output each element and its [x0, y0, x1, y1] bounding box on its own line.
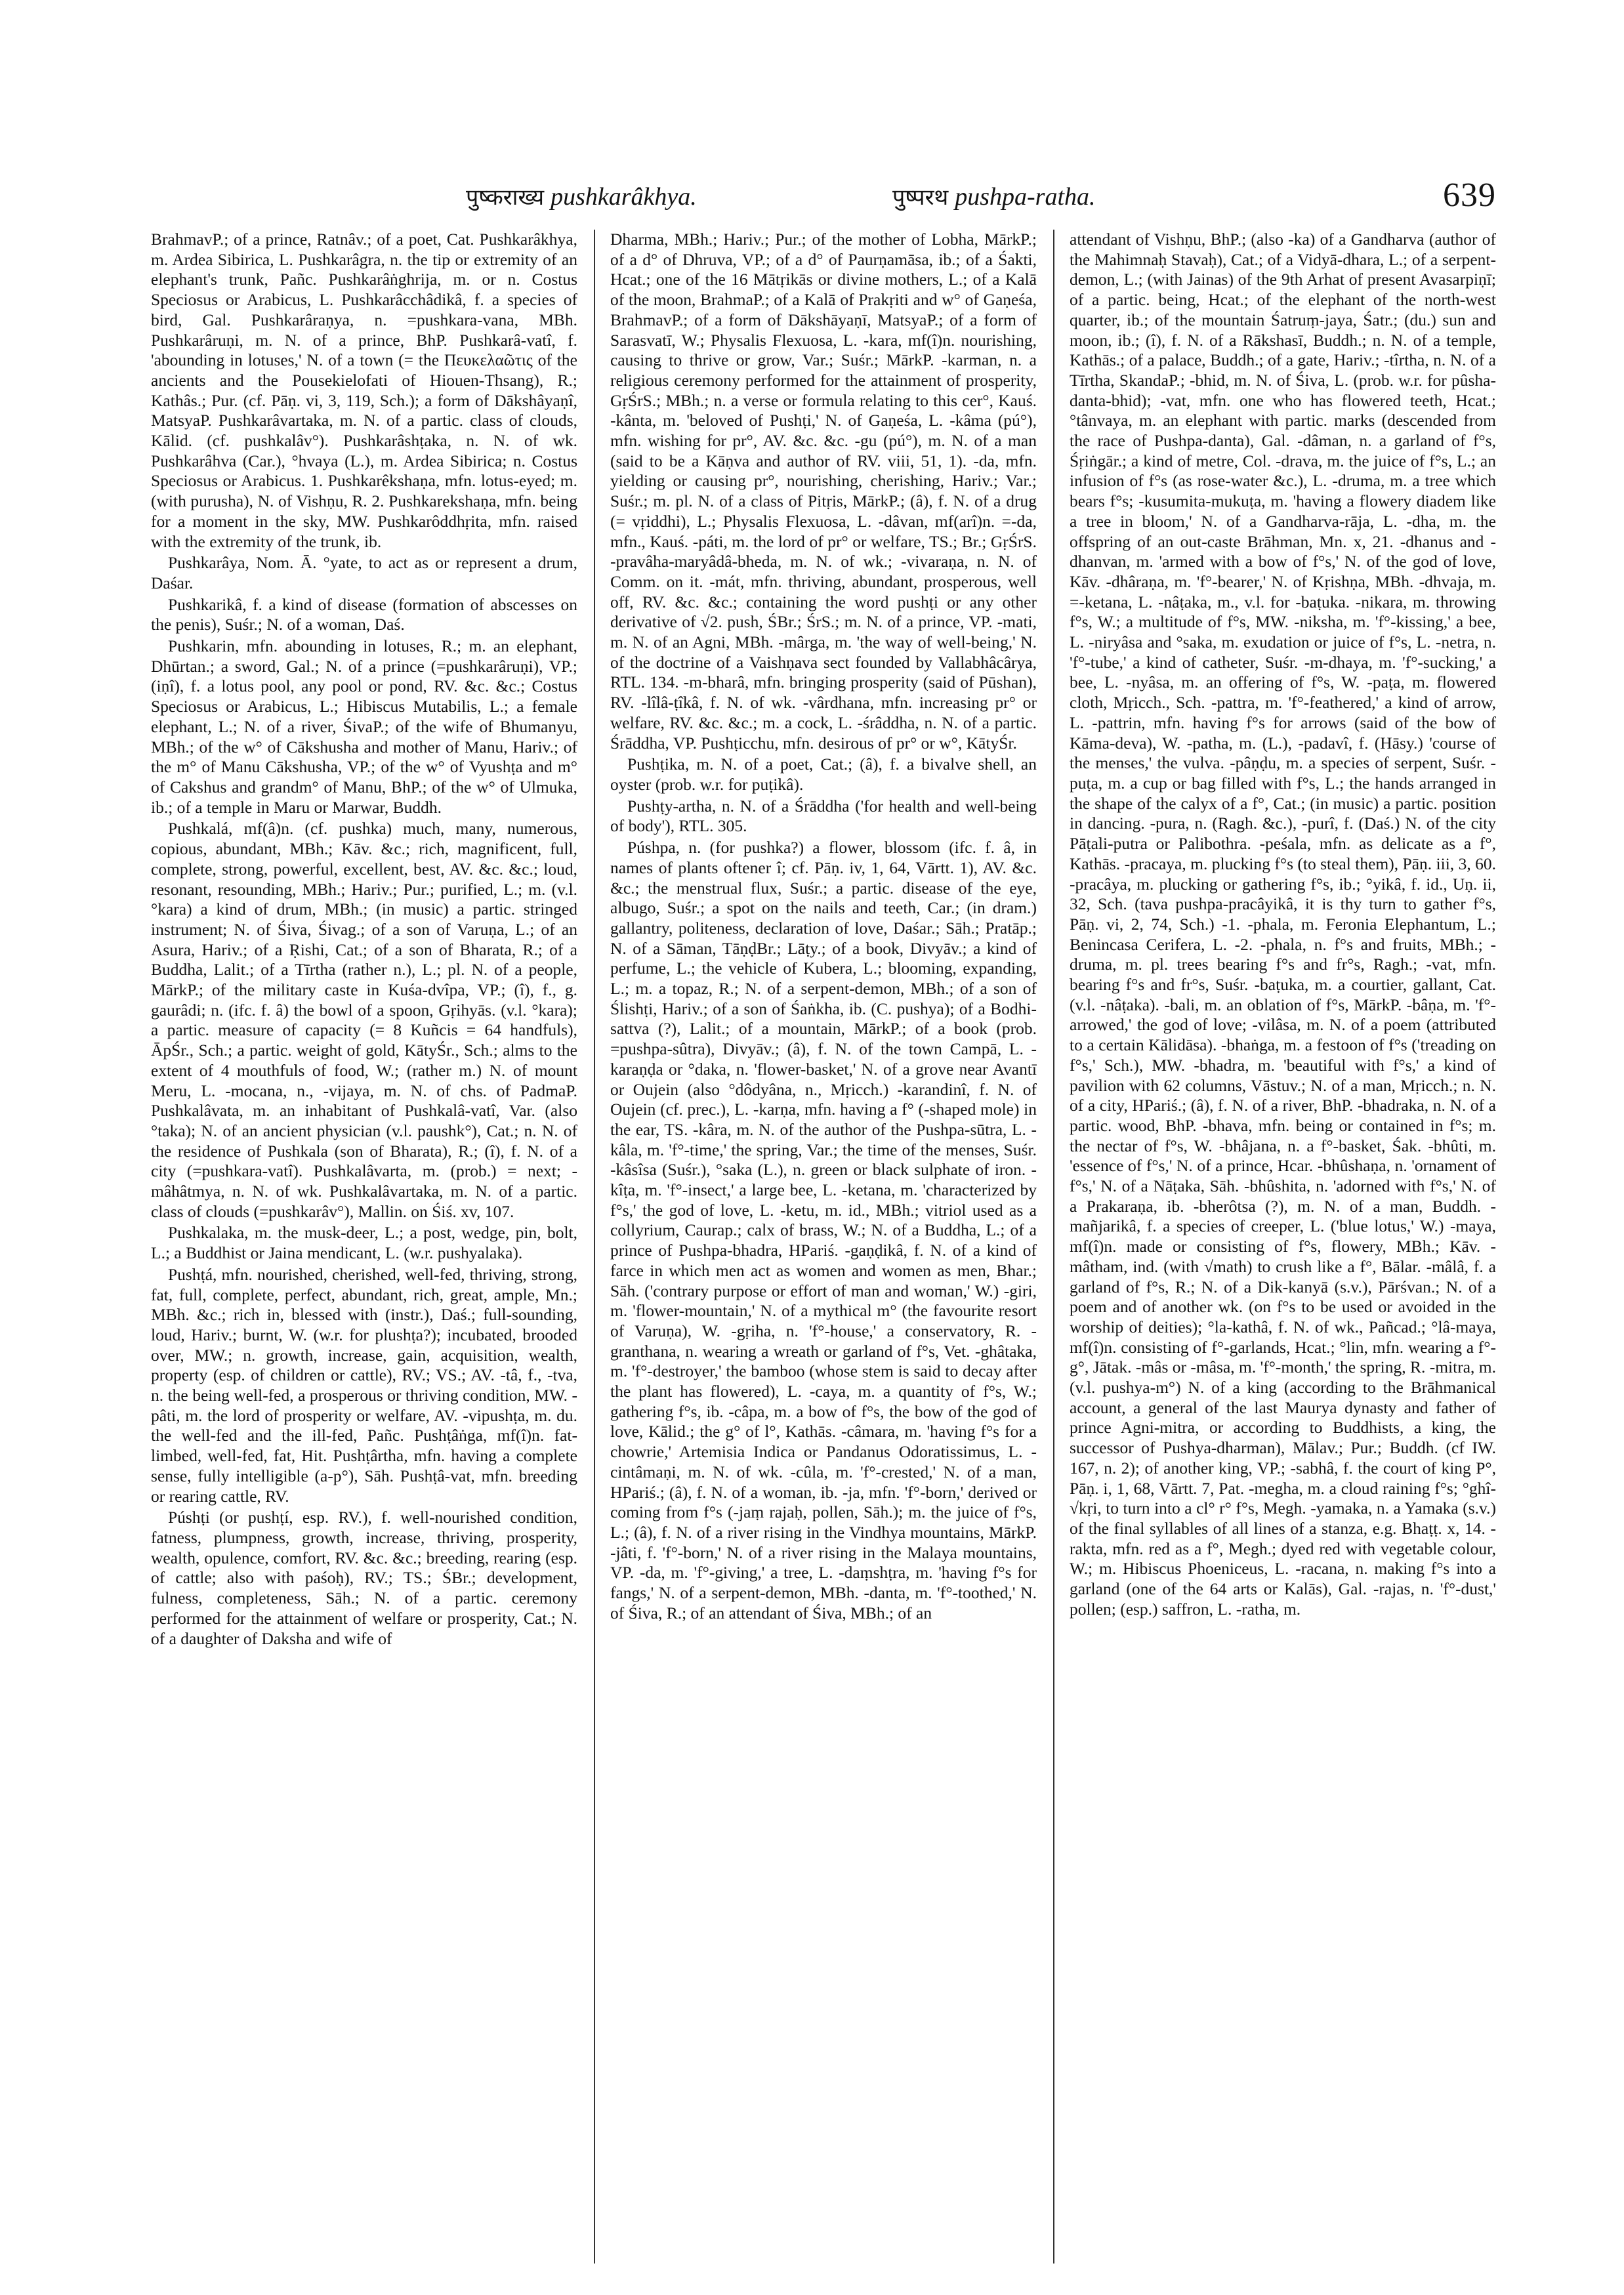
column-divider — [594, 230, 595, 2264]
dictionary-entry: Dharma, MBh.; Hariv.; Pur.; of the mother of Lobha, MārkP.; of a d° of Dhruva, VP.; of a d° of Paurṇamāsa, ib.; of a Śakti, Hcat.; one of the 16 Mātṛikās or divine mothers, L.; of a Kalā of the moon, BrahmaP.; of a Kalā of Prakṛiti and w° of Gaṇeśa, BrahmavP.; of a form of Dākshāyaṇī, MatsyaP.; of a form of Sarasvatī, W.; Physalis Flexuosa, L. -kara, mf(î)n. nourishing, causing to thrive or grow, Var.; Suśr.; MārkP. -karman, n. a religious ceremony performed for the attainment of prosperity, GṛŚrS.; MBh.; n. a verse or formula relating to this cer°, Kauś. -kânta, m. 'beloved of Pushṭi,' N. of Gaṇeśa, L. -kâma (pú°), mfn. wishing for pr°, AV. &c. &c. -gu (pú°), m. N. of a man (said to be a Kāṇva and author of RV. viii, 51, 1). -da, mfn. yielding or causing pr°, nourishing, cherishing, Hariv.; Var.; Suśr.; m. pl. N. of a class of Pitṛis, MārkP.; (â), f. N. of a drug (= vṛiddhi), L.; Physalis Flexuosa, L. -dâvan, mf(arî)n. =-da, mfn., Kauś. -páti, m. the lord of pr° or welfare, TS.; Br.; GṛŚrS. -pravâha-maryâdâ-bheda, m. N. of wk.; -vivaraṇa, n. N. of Comm. on it. -mát, mfn. thriving, abundant, prosperous, well off, RV. &c. &c.; containing the word pushṭi or any other derivative of √2. push, ŚBr.; ŚrS.; m. N. of a prince, VP. -mati, m. N. of an Agni, MBh. -mârga, m. 'the way of well-being,' N. of the doctrine of a Vaishṇava sect founded by Vallabhâcârya, RTL. 134. -m-bharâ, mfn. bringing prosperity (said of Pūshan), RV. -lîlâ-ṭîkâ, f. N. of wk. -vârdhana, mfn. increasing pr° or welfare, RV. &c. &c.; m. a cock, L. -śrâddha, n. N. of a partic. Śrāddha, VP. Pushṭicchu, mfn. desirous of pr° or w°, KātyŚr. — [610, 230, 1037, 753]
header-left-devanagari: पुष्कराख्य — [466, 184, 545, 211]
column-1 — [151, 230, 577, 2264]
column-divider — [1053, 230, 1054, 2264]
header-right-devanagari: पुष्परथ — [892, 184, 949, 211]
dictionary-entry: Pushṭika, m. N. of a poet, Cat.; (â), f. a bivalve shell, an oyster (prob. w.r. for puṭikâ). — [610, 755, 1037, 794]
dictionary-entry: Púshṭi (or pushṭí, esp. RV.), f. well-nourished condition, fatness, plumpness, growth, increase, thriving, prosperity, wealth, opulence, comfort, RV. &c. &c.; breeding, rearing (esp. of cattle; also with paśoḥ), RV.; TS.; ŚBr.; development, fulness, completeness, Sāh.; N. of a partic. ceremony performed for the attainment of welfare or prosperity, Cat.; N. of a daughter of Daksha and wife of — [151, 1508, 577, 1648]
column-3 — [1070, 230, 1496, 2264]
header-left-roman: pushkarâkhya. — [551, 183, 697, 211]
dictionary-entry: BrahmavP.; of a prince, Ratnâv.; of a poet, Cat. Pushkarâkhya, m. Ardea Sibirica, L. Pushkarâgra, n. the tip or extremity of an elephant's trunk, Pañc. Pushkarâṅghrija, m. or n. Costus Speciosus or Arabicus, L. Pushkarâcchâdikâ, f. a species of bird, Gal. Pushkarâraṇya, n. =pushkara-vana, MBh. Pushkarâruṇi, m. N. of a prince, BhP. Pushkarâ-vatî, f. 'abounding in lotuses,' N. of a town (= the Πευκελαῶτις of the ancients and the Pousekielofati of Hiouen-Thsang), R.; Kathâs.; Pur. (cf. Pāṇ. vi, 3, 119, Sch.); a form of Dākshâyaṇî, MatsyaP. Pushkarâvartaka, m. N. of a partic. class of clouds, Kālid. (cf. pushkalâv°). Pushkarâshṭaka, n. N. of wk. Pushkarâhva (Car.), °hvaya (L.), m. Ardea Sibirica; n. Costus Speciosus or Arabicus. 1. Pushkarêkshaṇa, mfn. lotus-eyed; m. (with purusha), N. of Vishṇu, R. 2. Pushkarekshaṇa, mfn. being for a moment in the sky, MW. Pushkarôddhṛita, mfn. raised with the extremity of the trunk, ib. — [151, 230, 577, 551]
column-2 — [610, 230, 1037, 2264]
dictionary-entry: attendant of Vishṇu, BhP.; (also -ka) of a Gandharva (author of the Mahimnaḥ Stavaḥ), Cat.; of a Vidyā-dhara, L.; of a serpent-demon, L.; (with Jainas) of the 9th Arhat of present Avasarpiṇī; of a partic. being, Hcat.; of the elephant of the north-west quarter, ib.; of the mountain Śatruṃ-jaya, Śatr.; (du.) sun and moon, ib.; (î), f. N. of a Rākshasī, Buddh.; n. N. of a temple, Kathās.; of a palace, Buddh.; of a gate, Hariv.; -tîrtha, n. N. of a Tīrtha, SkandaP.; -bhid, m. N. of Śiva, L. (prob. w.r. for pûsha-danta-bhid); -vat, mfn. one who has flowered teeth, Hcat.; °tânvaya, m. an elephant with partic. marks (descended from the race of Pushpa-danta), Gal. -dâman, n. a garland of f°s, Śṛiṅgār.; a kind of metre, Col. -drava, m. the juice of f°s, L.; an infusion of f°s (as rose-water &c.), L. -druma, m. a tree which bears f°s; -kusumita-mukuṭa, m. 'having a flowery diadem like a tree in bloom,' N. of a Gandharva-rāja, L. -dha, m. the offspring of an out-caste Brāhman, Mn. x, 21. -dhanus and -dhanvan, m. 'armed with a bow of f°s,' N. of the god of love, Kāv. -dhâraṇa, m. 'f°-bearer,' N. of Kṛishṇa, MBh. -dhvaja, m. =-ketana, L. -nâṭaka, m., v.l. for -baṭuka. -nikara, m. throwing f°s, W.; a multitude of f°s, MW. -niksha, m. 'f°-kissing,' a bee, L. -niryâsa and °saka, m. exudation or juice of f°s, L. -netra, n. 'f°-tube,' a kind of catheter, Suśr. -m-dhaya, m. 'f°-sucking,' a bee, L. -nyâsa, m. an offering of f°s, W. -paṭa, m. flowered cloth, Mṛicch., Sch. -pattra, m. 'f°-feathered,' a kind of arrow, L. -pattrin, mfn. having f°s for arrows (said of the bow of Kāma-deva), W. -patha, m. (L.), -padavî, f. (Hāsy.) 'course of the menses,' the vulva. -pâṇḍu, m. a species of serpent, Suśr. -puṭa, m. a cup or bag filled with f°s, L.; the hands arranged in the shape of the calyx of a f°, Cat.; (in music) a partic. position in dancing. -pura, n. (Ragh. &c.), -purî, f. (Daś.) N. of the city Pāṭali-putra or Palibothra. -peśala, mfn. as delicate as a f°, Kathās. -pracaya, m. plucking f°s (to steal them), Pāṇ. iii, 3, 60. -pracâya, m. plucking or gathering f°s, ib.; °yikâ, f. id., Uṇ. ii, 32, Sch. (tava pushpa-pracâyikâ, it is thy turn to gather f°s, Pāṇ. vi, 2, 74, Sch.) -1. -phala, m. Feronia Elephantum, L.; Benincasa Cerifera, L. -2. -phala, n. f°s and fruits, MBh.; -druma, m. pl. trees bearing f°s and fr°s, Ragh.; -vat, mfn. bearing f°s and fr°s, Suśr. -baṭuka, m. a courtier, gallant, Cat. (v.l. -nâṭaka). -bali, m. an oblation of f°s, MārkP. -bâṇa, m. 'f°-arrowed,' the god of love; -vilâsa, m. N. of a poem (attributed to a certain Kālidāsa). -bhaṅga, m. a festoon of f°s ('treading on f°s,' Sch.), MW. -bhadra, m. 'beautiful with f°s,' a kind of pavilion with 62 columns, Vāstuv.; N. of a man, Mṛicch.; n. N. of a city, HPariś.; (â), f. N. of a river, BhP. -bhadraka, n. N. of a partic. wood, BhP. -bhava, mfn. being or contained in f°s; m. the nectar of f°s, W. -bhâjana, n. a f°-basket, Śak. -bhûti, m. 'essence of f°s,' N. of a prince, Hcar. -bhûshaṇa, n. 'ornament of f°s,' N. of a Nāṭaka, Sāh. -bhûshita, n. 'adorned with f°s,' N. of a Prakaraṇa, ib. -bherôtsa (?), m. N. of a man, Buddh. -mañjarikâ, f. a species of creeper, L. ('blue lotus,' W.) -maya, mf(î)n. made or consisting of f°s, flowery, MBh.; Kāv. -mâtham, ind. (with √math) to crush like a f°, Bālar. -mâlâ, f. a garland of f°s, R.; N. of a Dik-kanyā (s.v.), Pārśvan.; N. of a poem and of another wk. (on f°s to be used or avoided in the worship of deities); °la-kathâ, f. N. of wk., Pañcad.; °lâ-maya, mf(î)n. consisting of f°-garlands, Hcat.; °lin, mfn. wearing a f°-g°, Jātak. -mâs or -mâsa, m. 'f°-month,' the spring, R. -mitra, m. (v.l. pushya-m°) N. of a king (according to the Brāhmanical account, a general of the last Maurya dynasty and father of prince Agni-mitra, or according to Buddhists, a king, the successor of Pushya-dharman), Mālav.; Pur.; Buddh. (cf IW. 167, n. 2); of another king, VP.; -sabhâ, f. the court of king P°, Pāṇ. i, 1, 68, Vārtt. 7, Pat. -megha, m. a cloud raining f°s; °ghî-√kṛi, to turn into a cl° r° f°s, Megh. -yamaka, n. a Yamaka (s.v.) of the final syllables of all lines of a stanza, e.g. Bhaṭṭ. x, 14. -rakta, mfn. red as a f°, Megh.; dyed red with vegetable colour, W.; m. Hibiscus Phoeniceus, L. -racana, n. making f°s into a garland (one of the 64 arts or Kalās), Gal. -rajas, n. 'f°-dust,' pollen; (esp.) saffron, L. -ratha, m. — [1070, 230, 1496, 1619]
header-right-roman: pushpa-ratha. — [955, 183, 1096, 211]
dictionary-entry: Pushṭy-artha, n. N. of a Śrāddha ('for health and well-being of body'), RTL. 305. — [610, 796, 1037, 836]
dictionary-columns — [151, 230, 1496, 2264]
dictionary-entry: Púshpa, n. (for pushka?) a flower, blossom (ifc. f. â, in names of plants oftener î; cf. Pāṇ. iv, 1, 64, Vārtt. 1), AV. &c. &c.; the menstrual flux, Suśr.; a partic. disease of the eye, albugo, Suśr.; a spot on the nails and teeth, Car.; (in dram.) gallantry, politeness, declaration of love, Daśar.; Sāh.; Pratāp.; N. of a Sāman, TāṇḍBr.; Lāṭy.; of a book, Divyāv.; a kind of perfume, L.; the vehicle of Kubera, L.; blooming, expanding, L.; m. a topaz, R.; N. of a serpent-demon, MBh.; of a son of Ślishṭi, Hariv.; of a son of Śaṅkha, ib. (C. pushya); of a Bodhi-sattva (?), Lalit.; of a mountain, MārkP.; of a book (prob. =pushpa-sûtra), Divyāv.; (â), f. N. of the town Campā, L. -karaṇḍa or °daka, n. 'flower-basket,' N. of a grove near Avantī or Oujein (also °dôdyâna, n., Mṛicch.) -karandinî, f. N. of Oujein (cf. prec.), L. -karṇa, mfn. having a f° (-shaped mole) in the ear, TS. -kâra, m. N. of the author of the Pushpa-sūtra, L. -kâla, m. 'f°-time,' the spring, Var.; the time of the menses, Suśr. -kâsîsa (Suśr.), °saka (L.), n. green or black sulphate of iron. -kîṭa, m. 'f°-insect,' a large bee, L. -ketana, m. 'characterized by f°s,' the god of love, L. -ketu, m. id., MBh.; vitriol used as a collyrium, Caurap.; calx of brass, W.; N. of a Buddha, L.; of a prince of Pushpa-bhadra, HPariś. -gaṇḍikâ, f. N. of a kind of farce in which men act as women and women as men, Bhar.; Sāh. ('contrary purpose or effort of man and woman,' W.) -giri, m. 'flower-mountain,' N. of a mythical m° (the favourite resort of Varuṇa), W. -gṛiha, n. 'f°-house,' a conservatory, R. -granthana, n. wearing a wreath or garland of f°s, Vet. -ghâtaka, m. 'f°-destroyer,' the bamboo (whose stem is said to decay after the plant has flowered), L. -caya, m. a quantity of f°s, W.; gathering f°s, ib. -câpa, m. a bow of f°s, the bow of the god of love, Kālid.; the g° of l°, Kathās. -câmara, m. 'having f°s for a chowrie,' Artemisia Indica or Pandanus Odoratissimus, L. -cintâmaṇi, m. N. of wk. -cûla, m. 'f°-crested,' N. of a man, HPariś.; (â), f. N. of a woman, ib. -ja, mfn. 'f°-born,' derived or coming from f°s (-jaṃ rajaḥ, pollen, Sāh.); m. the juice of f°s, L.; (â), f. N. of a river rising in the Vindhya mountains, MārkP. -jâti, f. 'f°-born,' N. of a river rising in the Malaya mountains, VP. -da, m. 'f°-giving,' a tree, L. -daṃshṭra, m. 'having f°s for fangs,' N. of a serpent-demon, MBh. -danta, m. 'f°-toothed,' N. of Śiva, R.; of an attendant of Śiva, MBh.; of an — [610, 838, 1037, 1623]
header-left-headword — [466, 181, 697, 211]
dictionary-entry: Pushkarin, mfn. abounding in lotuses, R.; m. an elephant, Dhūrtan.; a sword, Gal.; N. of a prince (=pushkarâruṇi), VP.; (iṇî), f. a lotus pool, any pool or pond, RV. &c. &c.; Costus Speciosus or Arabicus, L.; Hibiscus Mutabilis, L.; a female elephant, L.; N. of a river, ŚivaP.; of the wife of Bhumanyu, MBh.; of the w° of Cākshusha and mother of Manu, Hariv.; of the m° of Manu Cākshusha, VP.; of the w° of Vyushṭa and m° of Cakshus and grandm° of Manu, BhP.; of the w° of Ulmuka, ib.; of a temple in Maru or Marwar, Buddh. — [151, 636, 577, 817]
header-right-headword — [892, 181, 1096, 211]
dictionary-entry: Pushṭá, mfn. nourished, cherished, well-fed, thriving, strong, fat, full, complete, perfect, abundant, rich, great, ample, Mn.; MBh. &c.; rich in, blessed with (instr.), Daś.; full-sounding, loud, Hariv.; burnt, W. (w.r. for plushṭa?); incubated, brooded over, MW.; n. growth, increase, gain, acquisition, wealth, property (esp. of children or cattle), RV.; VS.; AV. -tâ, f., -tva, n. the being well-fed, a prosperous or thriving condition, MW. -pâti, m. the lord of prosperity or welfare, AV. -vipushṭa, m. du. the well-fed and the ill-fed, Pañc. Pushṭâṅga, mf(î)n. fat-limbed, well-fed, fat, Hit. Pushṭârtha, mfn. having a complete sense, fully intelligible (a-p°), Sāh. Pushṭâ-vat, mfn. breeding or rearing cattle, RV. — [151, 1264, 577, 1506]
dictionary-entry: Pushkalaka, m. the musk-deer, L.; a post, wedge, pin, bolt, L.; a Buddhist or Jaina mendicant, L. (w.r. pushyalaka). — [151, 1223, 577, 1263]
dictionary-entry: Pushkalá, mf(â)n. (cf. pushka) much, many, numerous, copious, abundant, MBh.; Kāv. &c.; rich, magnificent, full, complete, strong, powerful, excellent, best, AV. &c. &c.; loud, resonant, resounding, MBh.; Hariv.; Pur.; purified, L.; m. (v.l. °kara) a kind of drum, MBh.; (in music) a partic. stringed instrument; N. of Śiva, Śivag.; of a son of Varuṇa, L.; of an Asura, Hariv.; of a Ṛishi, Cat.; of a son of Bharata, R.; of a Buddha, Lalit.; of a Tīrtha (rather n.), L.; pl. N. of a people, MārkP.; of the military caste in Kuśa-dvîpa, VP.; (î), f., g. gaurâdi; n. (ifc. f. â) the bowl of a spoon, Gṛihyās. (v.l. °kara); a partic. measure of capacity (= 8 Kuñcis = 64 handfuls), ĀpŚr., Sch.; a partic. weight of gold, KātyŚr., Sch.; alms to the extent of 4 mouthfuls of food, W.; (rather m.) N. of mount Meru, L. -mocana, n., -vijaya, m. N. of chs. of PadmaP. Pushkalâvata, m. an inhabitant of Pushkalâ-vatî, Var. (also °taka); N. of an ancient physician (v.l. paushk°), Cat.; n. N. of the residence of Pushkala (son of Bharata), R.; (î), f. N. of a city (=pushkara-vatî). Pushkalâvarta, m. (prob.) = next; -mâhâtmya, n. N. of wk. Pushkalâvartaka, m. N. of a partic. class of clouds (=pushkarâv°), Mallin. on Śiś. xv, 107. — [151, 819, 577, 1221]
dictionary-entry: Pushkarikâ, f. a kind of disease (formation of abscesses on the penis), Suśr.; N. of a woman, Daś. — [151, 594, 577, 634]
page-header — [151, 176, 1496, 222]
page-number: 639 — [1443, 176, 1496, 214]
dictionary-entry: Pushkarâya, Nom. Ā. °yate, to act as or represent a drum, Daśar. — [151, 553, 577, 592]
